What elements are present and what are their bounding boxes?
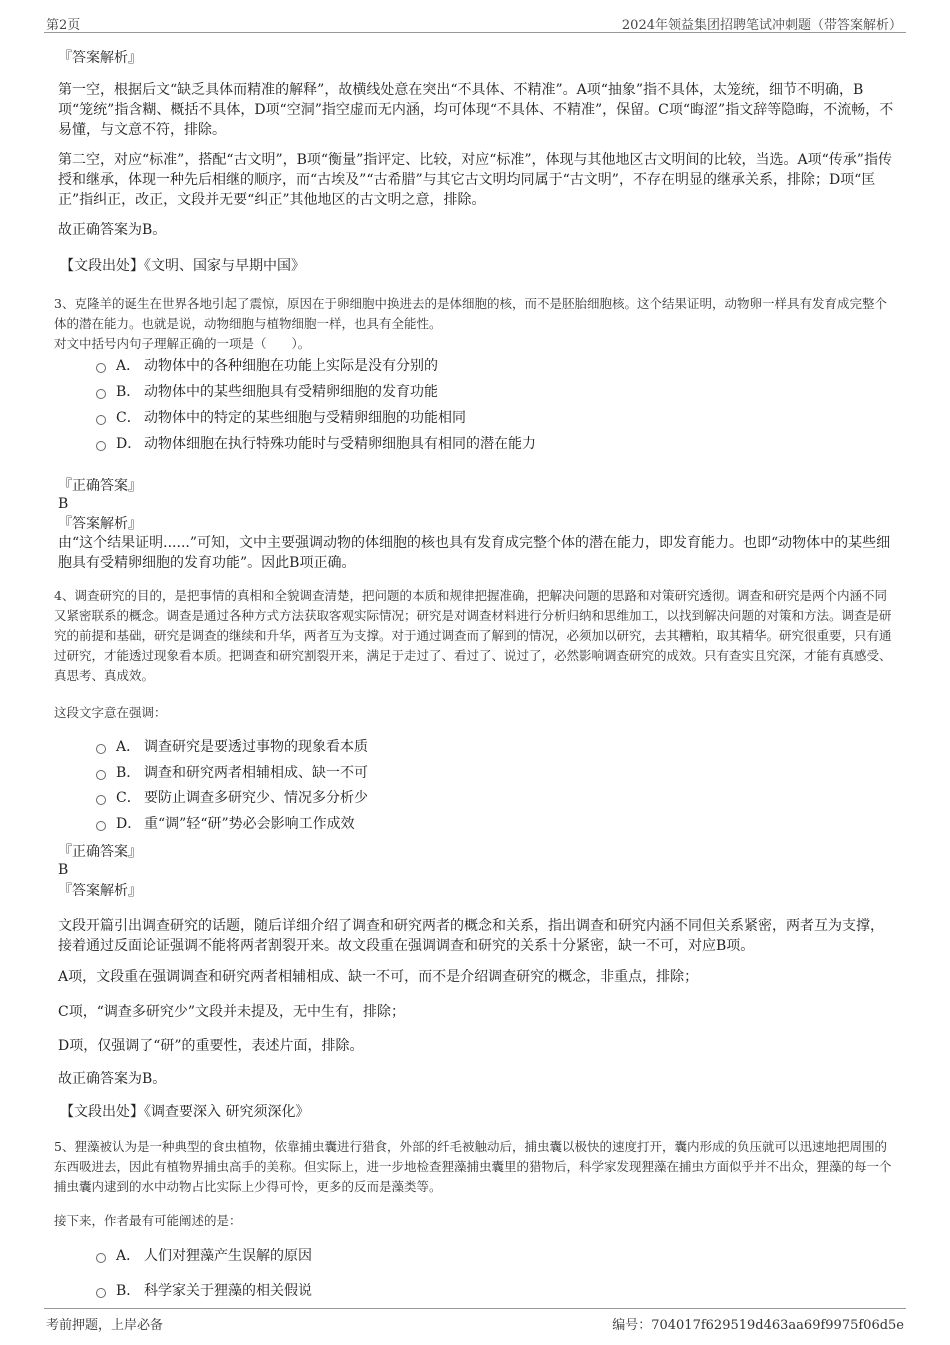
q4-stem: 4、调查研究的目的，是把事情的真相和全貌调查清楚，把问题的本质和规律把握准确，把解决问题的思路和对策研究透彻。调查和研究是两个内涵不同又紧密联系的概念。调查是通过各种方式方法获取客观实际情况；研究是对调查材料进行分析归纳和思维加工，以找到解决问题的对策和方法。调查是研究的前提和基础，研究是调查的继续和升华，两者互为支撑。对于通过调查而了解到的情况，必须加以研究，去其糟粕，取其精华。研究很重要，只有通过研究，才能透过现象看本质。把调查和研究割裂开来，满足于走过了、看过了、说过了，必然影响调查研究的成效。只有查实且究深，才能有真感受、真思考、真成效。 — [54, 588, 892, 683]
q5-option-b[interactable]: B． 科学家关于狸藻的相关假说 — [96, 1281, 312, 1301]
q4-answer-label: 『正确答案』 — [58, 844, 142, 860]
q3-option-d[interactable]: D． 动物体细胞在执行特殊功能时与受精卵细胞具有相同的潜在能力 — [96, 434, 536, 454]
radio-icon[interactable] — [96, 770, 106, 780]
q3-option-a[interactable]: A． 动物体中的各种细胞在功能上实际是没有分别的 — [96, 356, 438, 376]
q5-option-a[interactable]: A． 人们对狸藻产生误解的原因 — [96, 1246, 312, 1266]
footer-slogan: 考前押题，上岸必备 — [46, 1318, 164, 1333]
q4-note-d: D项，仅强调了“研”的重要性，表述片面，排除。 — [58, 1038, 364, 1054]
q4-note-c: C项，“调查多研究少”文段并未提及，无中生有，排除； — [58, 1004, 406, 1020]
q3-analysis-label: 『答案解析』 — [58, 516, 142, 532]
q5-stem: 5、狸藻被认为是一种典型的食虫植物，依靠捕虫囊进行猎食，外部的纤毛被触动后，捕虫囊以极快的速度打开，囊内形成的负压就可以迅速地把周围的东西吸进去，因此有植物界捕虫高手的美称。但实际上，进一步地检查狸藻捕虫囊里的猎物后，科学家发现狸藻在捕虫方面似乎并不出众，狸藻的每一个捕虫囊内逮到的水中动物占比实际上少得可怜，更多的反而是藻类等。 — [54, 1139, 892, 1194]
radio-icon[interactable] — [96, 363, 106, 373]
q5-prompt: 接下来，作者最有可能阐述的是： — [54, 1213, 242, 1228]
q2-source: 【文段出处】《文明、国家与早期中国》 — [60, 258, 305, 274]
document-title: 2024年领益集团招聘笔试冲刺题（带答案解析） — [621, 18, 902, 33]
document-code: 编号：704017f629519d463aa69f9975f06d5e — [612, 1318, 904, 1333]
radio-icon[interactable] — [96, 415, 106, 425]
q4-option-d[interactable]: D． 重“调”轻“研”势必会影响工作成效 — [96, 814, 355, 834]
q4-conclusion: 故正确答案为B。 — [58, 1071, 167, 1087]
radio-icon[interactable] — [96, 795, 106, 805]
radio-icon[interactable] — [96, 441, 106, 451]
q3-stem: 3、克隆羊的诞生在世界各地引起了震惊，原因在于卵细胞中换进去的是体细胞的核，而不是胚胎细胞核。这个结果证明，动物卵一样具有发育成完整个体的潜在能力。也就是说，动物细胞与植物细胞一样，也具有全能性。 — [54, 296, 887, 331]
q3-option-b[interactable]: B． 动物体中的某些细胞具有受精卵细胞的发育功能 — [96, 382, 438, 402]
q4-note-a: A项，文段重在强调调查和研究两者相辅相成、缺一不可，而不是介绍调查研究的概念，非重点，排除； — [58, 969, 699, 985]
radio-icon[interactable] — [96, 1253, 106, 1263]
q3-answer-label: 『正确答案』 — [58, 478, 142, 494]
radio-icon[interactable] — [96, 1288, 106, 1298]
q4-analysis-label: 『答案解析』 — [58, 883, 142, 899]
q2-conclusion: 故正确答案为B。 — [58, 222, 167, 238]
q4-option-b[interactable]: B． 调查和研究两者相辅相成、缺一不可 — [96, 763, 368, 783]
page-footer — [44, 1308, 906, 1333]
q4-analysis: 文段开篇引出调查研究的话题，随后详细介绍了调查和研究两者的概念和关系，指出调查和研究内涵不同但关系紧密，两者互为支撑，接着通过反面论证强调不能将两者割裂开来。故文段重在强调调查和研究的关系十分紧密，缺一不可，对应B项。 — [58, 918, 884, 954]
q2-analysis-label: 『答案解析』 — [58, 50, 142, 66]
radio-icon[interactable] — [96, 744, 106, 754]
q3-answer: B — [58, 496, 69, 512]
q3-prompt: 对文中括号内句子理解正确的一项是（ ）。 — [54, 336, 311, 351]
q3-analysis: 由“这个结果证明......”可知，文中主要强调动物的体细胞的核也具有发育成完整个体的潜在能力，即发育能力。也即“动物体中的某些细胞具有受精卵细胞的发育功能”。因此B项正确。 — [58, 535, 891, 571]
q4-option-a[interactable]: A． 调查研究是要透过事物的现象看本质 — [96, 737, 368, 757]
q4-source: 【文段出处】《调查要深入 研究须深化》 — [60, 1104, 310, 1120]
q4-option-c[interactable]: C． 要防止调查多研究少、情况多分析少 — [96, 788, 368, 808]
page-header — [44, 10, 906, 33]
q3-option-c[interactable]: C． 动物体中的特定的某些细胞与受精卵细胞的功能相同 — [96, 408, 466, 428]
q4-answer: B — [58, 862, 69, 878]
radio-icon[interactable] — [96, 389, 106, 399]
q2-analysis-para2: 第二空，对应“标准”，搭配“古文明”，B项“衡量”指评定、比较，对应“标准”，体现与其他地区古文明间的比较，当选。A项“传承”指传授和继承，体现一种先后相继的顺序，而“古埃及”“古希腊”与其它古文明均同属于“古文明”，不存在明显的继承关系，排除；D项“匡正”指纠正，改正，文段并无要“纠正”其他地区的古文明之意，排除。 — [58, 152, 892, 208]
page-number: 第2页 — [46, 18, 81, 33]
q4-prompt: 这段文字意在强调： — [54, 705, 167, 720]
q2-analysis-para1: 第一空，根据后文“缺乏具体而精准的解释”，故横线处意在突出“不具体、不精准”。A项“抽象”指不具体，太笼统，细节不明确，B项“笼统”指含糊、概括不具体，D项“空洞”指空虚而无内涵，均可体现“不具体、不精准”，保留。C项“晦涩”指文辞等隐晦，不流畅，不易懂，与文意不符，排除。 — [58, 82, 894, 138]
radio-icon[interactable] — [96, 821, 106, 831]
